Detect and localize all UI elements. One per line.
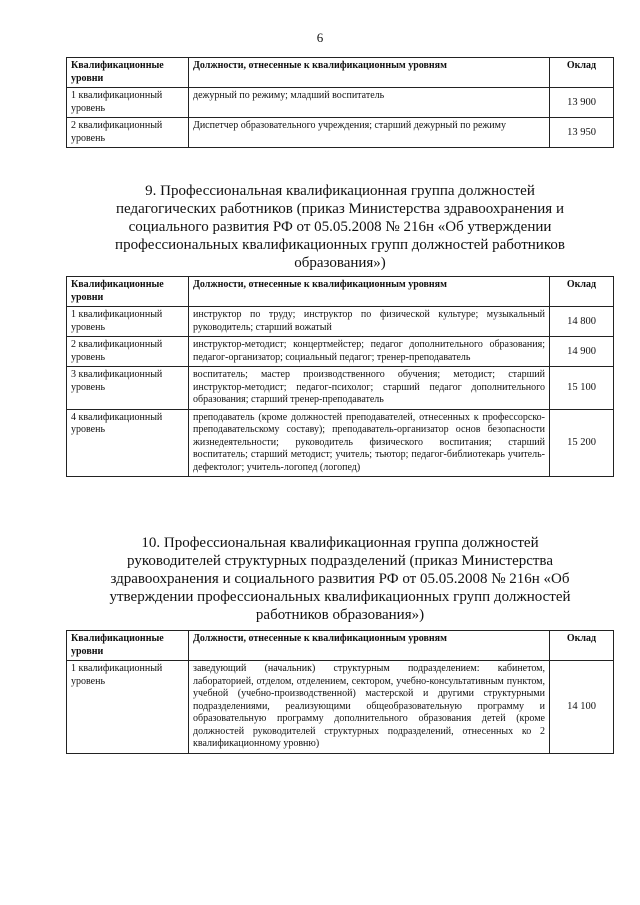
salary-table-9 xyxy=(66,276,614,477)
header-levels: Квалификационные уровни xyxy=(67,58,189,88)
section-9-heading: 9. Профессиональная квалификационная группа должностей педагогических работников (приказ Министерства здравоохранения и социального развития РФ от 05.05.2008 № 216н «Об утверждении профессиональных квалификационных групп должностей работников образования») xyxy=(115,183,565,271)
table-row xyxy=(67,367,614,410)
header-positions: Должности, отнесенные к квалификационным уровням xyxy=(189,58,550,88)
level-cell: 2 квалификационный уровень xyxy=(67,337,189,367)
header-positions: Должности, отнесенные к квалификационным уровням xyxy=(189,631,550,661)
level-cell: 1 квалификационный уровень xyxy=(67,661,189,754)
salary-cell: 14 900 xyxy=(550,337,614,367)
salary-cell: 15 200 xyxy=(550,409,614,477)
header-salary: Оклад xyxy=(550,58,614,88)
table-header-row xyxy=(67,631,614,661)
header-levels: Квалификационные уровни xyxy=(67,631,189,661)
table-row xyxy=(67,88,614,118)
salary-table-10 xyxy=(66,630,614,754)
section-10-heading: 10. Профессиональная квалификационная группа должностей руководителей структурных подразделений (приказ Министерства здравоохранения и социального развития РФ от 05.05.2008 № 216н «Об утверждении профессиональных квалификационных групп должностей работников образования») xyxy=(109,535,571,623)
positions-cell: преподаватель (кроме должностей преподавателей, отнесенных к профессорско-преподавательскому составу); преподаватель-организатор основ безопасности жизнедеятельности; руководитель физического воспитания; старший воспитатель; старший методист; учитель; тьютор; педагог-библиотекарь учитель-дефектолог; учитель-логопед (логопед) xyxy=(189,409,550,477)
positions-cell: воспитатель; мастер производственного обучения; методист; старший инструктор-методист; педагог-психолог; старший педагог дополнительного образования; старший тренер-преподаватель xyxy=(189,367,550,410)
table-row xyxy=(67,661,614,754)
page-number: 6 xyxy=(316,30,324,45)
level-cell: 4 квалификационный уровень xyxy=(67,409,189,477)
salary-cell: 13 900 xyxy=(550,88,614,118)
header-salary: Оклад xyxy=(550,277,614,307)
table-row xyxy=(67,409,614,477)
table-row xyxy=(67,307,614,337)
salary-cell: 13 950 xyxy=(550,118,614,148)
level-cell: 3 квалификационный уровень xyxy=(67,367,189,410)
header-levels: Квалификационные уровни xyxy=(67,277,189,307)
salary-table-1 xyxy=(66,57,614,148)
salary-cell: 15 100 xyxy=(550,367,614,410)
positions-cell: дежурный по режиму; младший воспитатель xyxy=(189,88,550,118)
positions-cell: инструктор по труду; инструктор по физической культуре; музыкальный руководитель; старший вожатый xyxy=(189,307,550,337)
header-salary: Оклад xyxy=(550,631,614,661)
positions-cell: инструктор-методист; концертмейстер; педагог дополнительного образования; педагог-организатор; социальный педагог; тренер-преподаватель xyxy=(189,337,550,367)
table-row xyxy=(67,118,614,148)
level-cell: 1 квалификационный уровень xyxy=(67,88,189,118)
level-cell: 1 квалификационный уровень xyxy=(67,307,189,337)
table-row xyxy=(67,337,614,367)
header-positions: Должности, отнесенные к квалификационным уровням xyxy=(189,277,550,307)
table-header-row xyxy=(67,277,614,307)
salary-cell: 14 100 xyxy=(550,661,614,754)
table-header-row xyxy=(67,58,614,88)
positions-cell: заведующий (начальник) структурным подразделением: кабинетом, лабораторией, отделом, отделением, сектором, учебно-консультативным пунктом, учебной (учебно-производственной) мастерской и другими структурными подразделениями, реализующими общеобразовательную программу и образовательную программу дополнительного образования детей (кроме должностей руководителей структурных подразделений, отнесенных ко 2 квалификационному уровню) xyxy=(189,661,550,754)
level-cell: 2 квалификационный уровень xyxy=(67,118,189,148)
positions-cell: Диспетчер образовательного учреждения; старший дежурный по режиму xyxy=(189,118,550,148)
salary-cell: 14 800 xyxy=(550,307,614,337)
